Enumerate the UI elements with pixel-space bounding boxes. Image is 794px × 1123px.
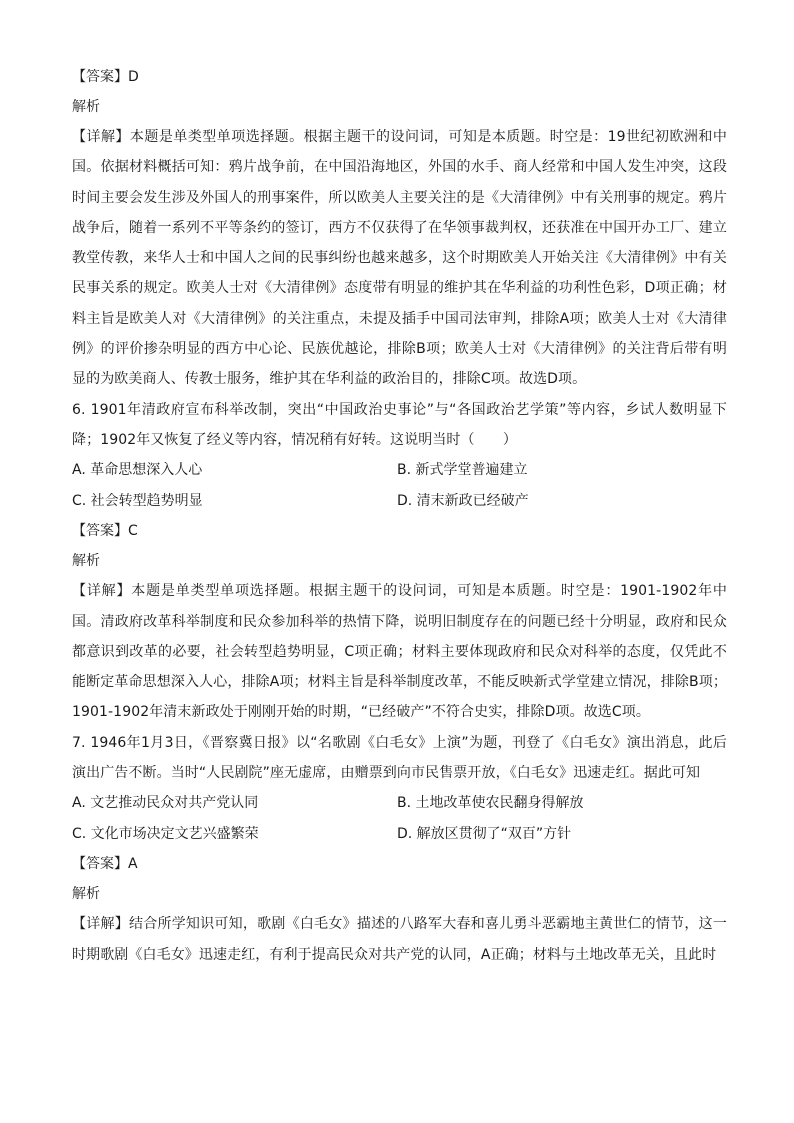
q6-options (72, 455, 727, 516)
q5-analysis-label: 解析 (72, 99, 100, 115)
q6-stem: 6. 1901年清政府宣布科举改制，突出“中国政治史事论”与“各国政治艺学策”等内容，乡试人数明显下降；1902年又恢复了经义等内容，情况稍有好转。这说明当时（ ） (72, 401, 727, 448)
q6-option-c: C. 社会转型趋势明显 (72, 492, 203, 509)
q7-answer: 【答案】A (72, 856, 138, 873)
q7-option-d: D. 解放区贯彻了“双百”方针 (397, 825, 572, 842)
q6-option-b: B. 新式学堂普遍建立 (397, 462, 528, 479)
q5-answer: 【答案】D (72, 69, 139, 85)
q7-analysis-label: 解析 (72, 886, 100, 903)
q7-stem: 7. 1946年1月3日，《晋察冀日报》以“名歌剧《白毛女》上演”为题，刊登了《白毛女》演出消息，此后演出广告不断。当时“人民剧院”座无虚席，由赠票到向市民售票开放，《白毛女》迅速走红。据此可知 (72, 734, 727, 782)
q5-detail: 【详解】本题是单类型单项选择题。根据主题干的设问词，可知是本质题。时空是：19世纪初欧洲和中国。依据材料概括可知：鸦片战争前，在中国沿海地区，外国的水手、商人经常和中国人发生冲突，这段时间主要会发生涉及外国人的刑事案件，所以欧美人主要关注的是《大清律例》中有关刑事的规定。鸦片战争后，随着一系列不平等条约的签订，西方不仅获得了在华领事裁判权，还获准在中国开办工厂、建立教堂传教，来华人士和中国人之间的民事纠纷也越来越多，这个时期欧美人开始关注《大清律例》中有关民事关系的规定。欧美人士对《大清律例》态度带有明显的维护其在华利益的功利性色彩，D项正确；材料主旨是欧美人对《大清律例》的关注重点，未提及插手中国司法审判，排除A项；欧美人士对《大清律例》的评价掺杂明显的西方中心论、民族优越论，排除B项；欧美人士对《大清律例》的关注背后带有明显的为欧美商人、传教士服务，维护其在华利益的政治目的，排除C项。故选D项。 (72, 129, 727, 388)
q7-option-b: B. 土地改革使农民翻身得解放 (397, 795, 584, 812)
q7-options (72, 788, 727, 849)
q6-analysis-label: 解析 (72, 553, 100, 570)
document-page (72, 62, 727, 970)
q6-option-a: A. 革命思想深入人心 (72, 462, 203, 479)
q6-detail: 【详解】本题是单类型单项选择题。根据主题干的设问词，可知是本质题。时空是：1901-1902年中国。清政府改革科举制度和民众参加科举的热情下降，说明旧制度存在的问题已经十分明显，政府和民众都意识到改革的必要，社会转型趋势明显，C项正确；材料主要体现政府和民众对科举的态度，仅凭此不能断定革命思想深入人心，排除A项；材料主旨是科举制度改革，不能反映新式学堂建立情况，排除B项；1901-1902年清末新政处于刚刚开始的时期，“已经破产”不符合史实，排除D项。故选C项。 (72, 583, 727, 721)
q6-answer: 【答案】C (72, 523, 138, 540)
q7-option-c: C. 文化市场决定文艺兴盛繁荣 (72, 825, 259, 842)
q7-detail: 【详解】结合所学知识可知，歌剧《白毛女》描述的八路军大春和喜儿勇斗恶霸地主黄世仁的情节，这一时期歌剧《白毛女》迅速走红，有利于提高民众对共产党的认同，A正确；材料与土地改革无关，且此时 (72, 916, 727, 963)
q7-option-a: A. 文艺推动民众对共产党认同 (72, 795, 259, 812)
q6-option-d: D. 清末新政已经破产 (397, 492, 529, 509)
